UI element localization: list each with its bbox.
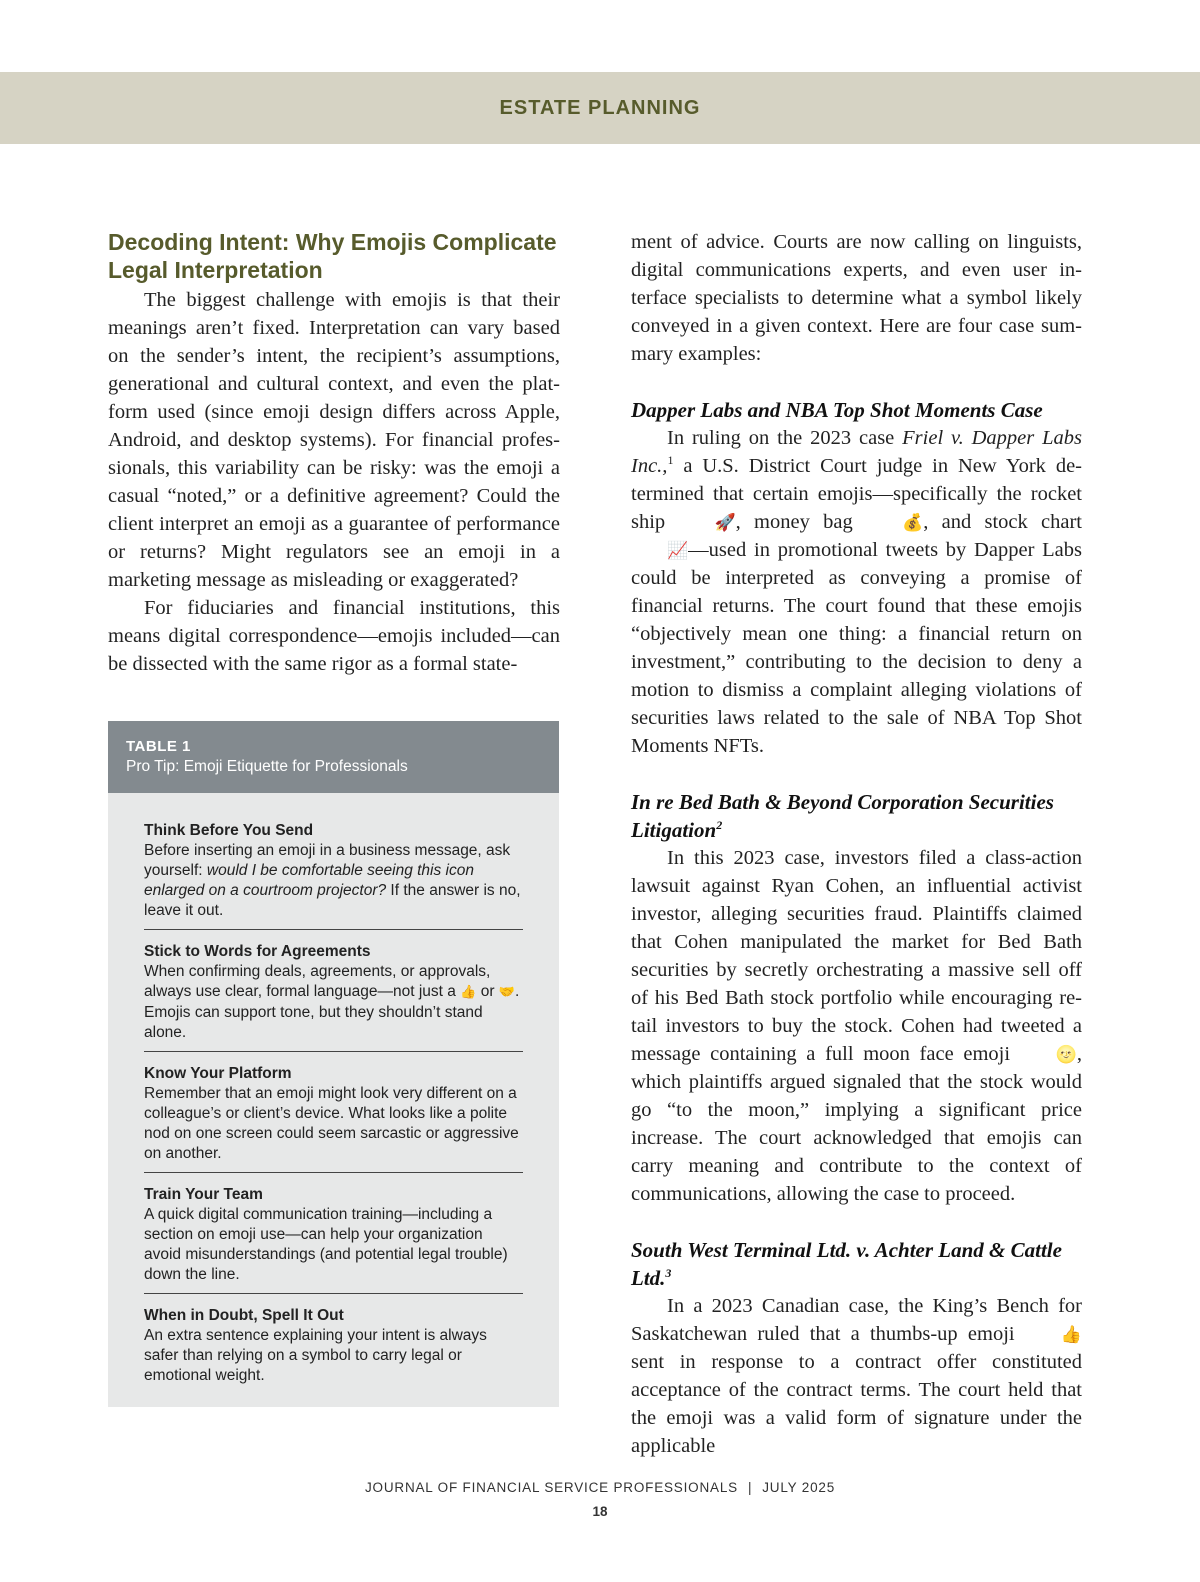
tip-text: Before inserting an emoji in a business message, ask yourself: would I be comfortable seeing this icon enlarged on a courtroom projector? If the answer is no, leave it out. [144,842,521,919]
article-heading: Decoding Intent: Why Emojis Complicate Legal Interpretation [108,229,557,283]
paragraph: For fiduciaries and financial institutions, this means digital correspondence—emojis included—can be dissected with the same rigor as a formal state- [108,597,560,675]
thumbs-up-icon: 👍 [460,985,477,1000]
tip-title: Stick to Words for Agreements [144,943,371,960]
tip-text: An extra sentence explaining your intent is always safer than relying on a symbol to carry legal or emotional weight. [144,1327,487,1384]
tip-text: A quick digital communication training—including a section on emoji use—can help your organization avoid misunderstandings (and potential legal trouble) down the line. [144,1206,508,1283]
money-bag-icon: 💰 [902,513,924,533]
case-paragraph: In a 2023 Canadian case, the King’s Bench for Saskatchewan ruled that a thumbs-up emoji 👍 sent in response to a contract offer constituted acceptance of the contract terms. The court held that the emoji was a valid form of signature under the applicable [631,1295,1082,1457]
footnote-ref: 1 [667,453,674,468]
tip-item [144,1185,523,1294]
footnote-ref: 3 [665,1266,672,1280]
tips-list [108,793,559,1394]
case-heading-south-west-terminal: South West Terminal Ltd. v. Achter Land & Cattle Ltd.$^3$ [631,1238,1062,1290]
footer-line [0,1478,1200,1498]
case-heading-dapper-labs: Dapper Labs and NBA Top Shot Moments Case [631,398,1043,422]
table-title: Pro Tip: Emoji Etiquette for Professionals [126,758,408,775]
footer-separator: | [747,1480,753,1495]
section-header-band [0,72,1200,144]
tip-title: Train Your Team [144,1186,263,1203]
table-1 [108,721,559,1407]
table-header [108,721,559,793]
thumbs-up-icon: 👍 [1060,1325,1082,1345]
tip-item [144,1306,523,1394]
paragraph: ment of advice. Courts are now calling on linguists, digital communications experts, and even user interface specialists to determine what a symbol likely conveyed in a given context. Here are four case summary examples: [631,231,1082,365]
issue-date: JULY 2025 [762,1480,835,1495]
left-column [108,228,560,678]
stock-chart-icon: 📈 [667,541,689,561]
case-paragraph: In this 2023 case, investors filed a class-action lawsuit against Ryan Cohen, an influential activist investor, alleging securities fraud. Plaintiffs claimed that Cohen manipulated the market for Bed Bath securities by secretly orchestrating a massive sell off of his Bed Bath stock portfolio while encouraging retail investors to buy the stock. Cohen had tweeted a message containing a full moon face emoji 🌝, which plaintiffs argued signaled that the stock would go “to the moon,” implying a significant price increase. The court acknowledged that emojis can carry meaning and contribute to the context of communications, allowing the case to proceed. [631,847,1082,1205]
tip-item [144,821,523,930]
tip-title: When in Doubt, Spell It Out [144,1307,344,1324]
tip-title: Think Before You Send [144,822,314,839]
tip-item [144,942,523,1052]
page-footer [0,1478,1200,1522]
full-moon-face-icon: 🌝 [1055,1045,1077,1065]
rocket-icon: 🚀 [714,513,736,533]
tip-text: When confirming deals, agreements, or approvals, always use clear, formal language—not just a 👍 or 🤝. Emojis can support tone, but they shouldn’t stand alone. [144,963,520,1041]
paragraph: The biggest challenge with emojis is that their meanings aren’t fixed. Interpretation can vary based on the sender’s intent, the recipient’s assumptions, generational and cultural context, and even the platform used (since emoji design differs across Apple, Android, and desktop systems). For financial professionals, this variability can be risky: was the emoji a casual “noted,” or a definitive agreement? Could the client interpret an emoji as a guarantee of performance or returns? Might regulators see an emoji in a marketing message as misleading or exaggerated? [108,289,560,591]
journal-name: JOURNAL OF FINANCIAL SERVICE PROFESSIONALS [365,1480,738,1495]
tip-text: Remember that an emoji might look very different on a colleague’s or client’s device. What looks like a polite nod on one screen could seem sarcastic or aggressive on another. [144,1085,519,1162]
case-name: Friel v. Dapper Labs Inc., [631,427,1082,477]
footnote-ref: 2 [716,818,723,832]
table-label: TABLE 1 [126,738,191,755]
right-column [631,228,1082,1460]
tip-item [144,1064,523,1173]
page-number: 18 [592,1504,608,1519]
case-heading-bed-bath: In re Bed Bath & Beyond Corporation Securities Litigation$^2$ [631,790,1054,842]
tip-italic-text: would I be comfortable seeing this icon enlarged on a courtroom projector? [144,862,474,899]
section-label: ESTATE PLANNING [499,96,701,119]
handshake-icon: 🤝 [498,985,515,1000]
tip-title: Know Your Platform [144,1065,292,1082]
case-paragraph: In ruling on the 2023 case Friel v. Dapper Labs Inc.,$^1$ a U.S. District Court judge in New York determined that certain emojis—specifically the rocket ship 🚀, money bag 💰, and stock chart 📈—used in promotional tweets by Dapper Labs could be interpreted as conveying a promise of financial returns. The court found that these emojis “objectively mean one thing: a financial return on investment,” contributing to the decision to deny a motion to dismiss a complaint alleging violations of securities laws related to the sale of NBA Top Shot Moments NFTs. [631,427,1082,757]
